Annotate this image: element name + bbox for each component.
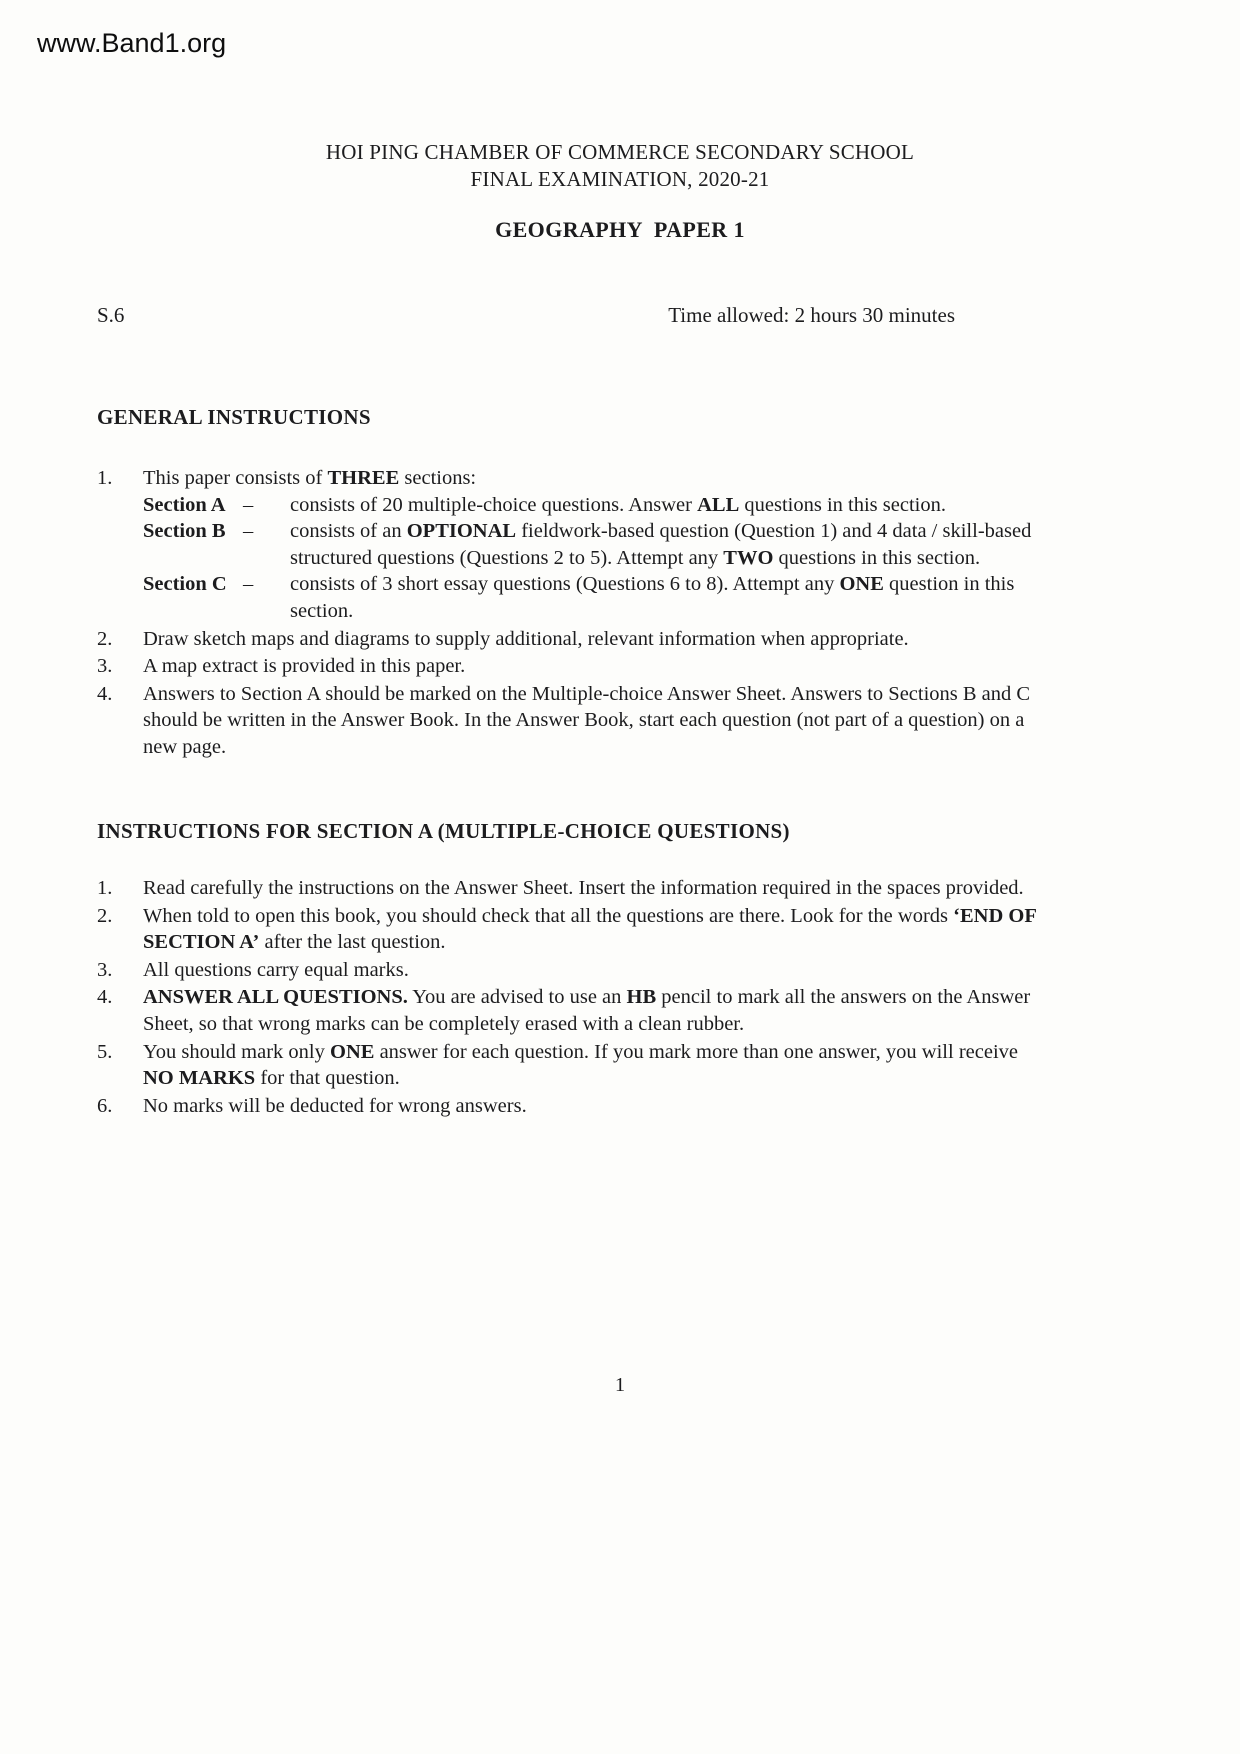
- item-number: 3.: [97, 655, 113, 678]
- item-number: 2.: [97, 904, 113, 927]
- item-number: 4.: [97, 682, 113, 705]
- dash: –: [243, 573, 254, 596]
- list-item: [97, 626, 1043, 653]
- item-number: 4.: [97, 986, 113, 1009]
- section-label: Section B: [143, 520, 226, 543]
- item-text: This paper consists of THREE sections:: [143, 467, 477, 489]
- item-body: [143, 465, 1043, 625]
- list-item: [97, 465, 1043, 625]
- list-item: [97, 903, 1043, 956]
- section-text: consists of 20 multiple-choice questions. Answer ALL questions in this section.: [290, 493, 946, 516]
- section-line-a: [143, 492, 1043, 519]
- time-allowed: Time allowed: 2 hours 30 minutes: [668, 303, 955, 327]
- list-item: [97, 957, 1043, 984]
- section-text: consists of an OPTIONAL fieldwork-based question (Question 1) and 4 data / skill-based structured questions (Questions 2 to 5). Attempt any TWO questions in this section.: [290, 520, 1032, 569]
- item-text: When told to open this book, you should check that all the questions are there. Look for the words ‘END OF SECTION A’ after the last question.: [143, 904, 1037, 954]
- section-line-b: [143, 518, 1043, 571]
- general-instructions-section: [97, 404, 1043, 762]
- section-label: Section A: [143, 493, 226, 516]
- school-name: HOI PING CHAMBER OF COMMERCE SECONDARY SCHOOL: [325, 140, 915, 164]
- paper-header: [0, 139, 1240, 243]
- section-a-instructions: [97, 818, 1043, 1120]
- section-a-heading: INSTRUCTIONS FOR SECTION A (MULTIPLE-CHOICE QUESTIONS): [97, 819, 790, 843]
- watermark-url: www.Band1.org: [37, 28, 227, 58]
- list-item: [97, 681, 1043, 761]
- item-number: 1.: [97, 877, 113, 899]
- exam-title: FINAL EXAMINATION, 2020-21: [470, 167, 770, 191]
- list-item: [97, 653, 1043, 680]
- item-text: A map extract is provided in this paper.: [143, 655, 466, 678]
- class-level: S.6: [97, 303, 125, 327]
- item-text: All questions carry equal marks.: [143, 958, 409, 981]
- item-text: ANSWER ALL QUESTIONS. You are advised to use an HB pencil to mark all the answers on the Answer Sheet, so that wrong marks can be completely erased with a clean rubber.: [143, 986, 1031, 1035]
- item-text: Answers to Section A should be marked on the Multiple-choice Answer Sheet. Answers to Sections B and C should be written in the Answer Book. In the Answer Book, start each question (not part of a question) on a new page.: [143, 682, 1031, 758]
- item-number: 1.: [97, 467, 113, 489]
- dash: –: [243, 520, 254, 543]
- item-number: 5.: [97, 1040, 113, 1063]
- meta-row: [97, 302, 1043, 329]
- section-label: Section C: [143, 573, 227, 596]
- item-number: 6.: [97, 1094, 113, 1117]
- item-number: 2.: [97, 627, 113, 650]
- list-item: [97, 1093, 1043, 1120]
- list-item: [97, 875, 1043, 902]
- item-text: Draw sketch maps and diagrams to supply additional, relevant information when appropriate.: [143, 627, 909, 650]
- section-text: consists of 3 short essay questions (Questions 6 to 8). Attempt any ONE question in this section.: [290, 573, 1015, 622]
- page-number: 1: [614, 1374, 626, 1396]
- paper-title: GEOGRAPHY PAPER 1: [495, 217, 745, 242]
- list-item: [97, 984, 1043, 1037]
- item-text: Read carefully the instructions on the Answer Sheet. Insert the information required in the spaces provided.: [143, 877, 1024, 899]
- section-list: [143, 492, 1043, 625]
- item-text: You should mark only ONE answer for each question. If you mark more than one answer, you will receive NO MARKS for that question.: [143, 1040, 1018, 1090]
- list-item: [97, 1039, 1043, 1092]
- dash: –: [243, 493, 254, 516]
- section-line-c: [143, 571, 1043, 624]
- item-number: 3.: [97, 958, 113, 981]
- item-text: No marks will be deducted for wrong answers.: [143, 1094, 527, 1117]
- general-instructions-heading: GENERAL INSTRUCTIONS: [97, 405, 371, 429]
